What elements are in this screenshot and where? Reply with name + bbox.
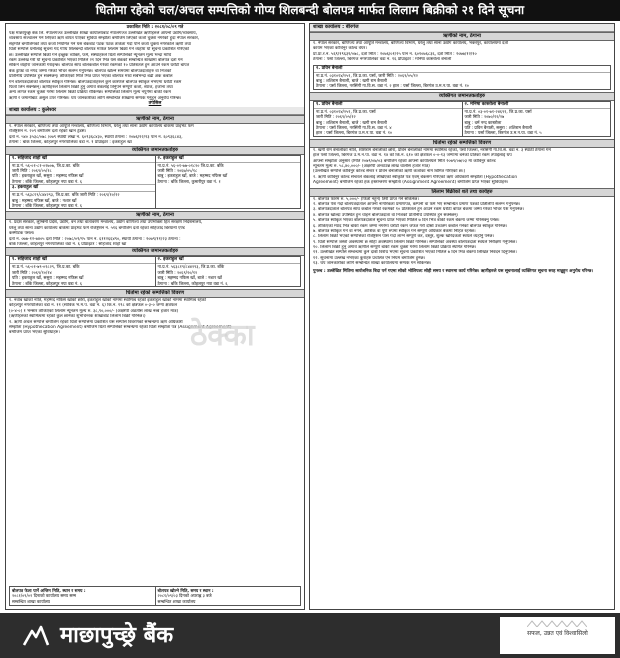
- borrower-details-right: [310, 41, 614, 63]
- terms-bar: लिलाम बिक्रीको शर्त तथा कार्यहरु: [310, 188, 614, 197]
- text-line: बाबु : महम्मद नफिस खाँ, बाजे : नशार खाँ: [12, 197, 77, 203]
- text-line: कस्मेटिक पसल।: [9, 231, 35, 237]
- text-line: रजिष्ट्रेशन नं. २०९ बमोजिम दर्ता रहेको खान ट्रेडर्स।: [9, 129, 87, 135]
- borrower-details-2: [6, 220, 304, 247]
- text-line: छ। उल्लेखित सम्पत्ति बिक्री गर्न इच्छुक व्यक्ति, फर्म, संस्थाहरुले धितो सम्पत्तिको न्यूनतम मूल्य भन्दा माथि: [9, 52, 172, 58]
- text-line: १. खगी राम बैनालीको नाति, शशिराम बैनालीको छोरा, प्रविन बैनालीको नाममा स्वामित्व रहेको, पर्सा जिल्ला, नरसिंगी गा.वि.स. वडा नं. ३ स्थाठी ठेगाना गर्न: [313, 147, 551, 153]
- borrower-bar-1: ऋणीको नाम, ठेगाना: [6, 115, 304, 124]
- guarantor-lines: [463, 109, 611, 136]
- text-line: ८. लिलाम बिक्री भएको सम्पत्तिको रजिष्ट्रेशन पास गर्दा लाग्ने सम्पूर्ण कर, दस्तुर, शुल्क खरिदकर्ता स्वयंले व्यहोर्नु पर्नेछ।: [313, 234, 494, 240]
- branch-heading-left: शाखा कार्यालय : कुलेश्वर: [6, 107, 304, 115]
- text-line: १२. सूचनामा उल्लेख नभएका कुराहरु प्रचलित ऐन नियम बमोजिम हुनेछ।: [313, 255, 426, 261]
- bid-deadline-label: बोलपत्र फेला पार्ने अन्तिम मिति, स्थान र समय :: [12, 587, 86, 593]
- text-line: ना.प्र.नं. ५६-०१-८१-०२७०७, जि.प्र.का. बाँके: [12, 162, 80, 168]
- bid-opening-place: सम्बन्धित शाखा कार्यालय: [157, 598, 196, 604]
- guarantor-grid-right: [313, 101, 611, 137]
- text-line: ठेगाना : पर्सा जिल्ला, बिरगंज उ.म.न.पा. वडा नं. ५: [464, 130, 542, 136]
- text-line: ठेगाना : बाँके जिल्ला, कोहलपुर नपा वडा नं. ६: [157, 280, 228, 286]
- bid-deadline-place: सम्बन्धित शाखा कार्यालय: [12, 598, 50, 604]
- text-line: फिर्ता लिन सक्नेछन्। ऋणीहरुले लिलाम बिक्री हुनु अगावै बैंकलाई तिर्नुपर्ने सम्पूर्ण कर्जा, ब्याज, हर्जाना तथा: [9, 84, 173, 90]
- bid-opening-date: २०८१/०९/०३ दिनको अपराह्न ३ बजे: [157, 593, 212, 599]
- guarantor-lines: [156, 163, 301, 185]
- branch-heading-right: शाखा कार्यालय : बीरगंज: [310, 24, 614, 32]
- text-line: दर्ता नं. ०७७-१२-७४०५ दर्ता मिति : २०७८/०९/१५ पान नं. ६११२६६४९०, स्थायी ठेगाना : २०७९/११/२३ ठेगाना :: [9, 236, 181, 242]
- guarantor-card: [10, 257, 155, 286]
- guarantor-grid-2: [9, 256, 301, 287]
- guarantor-name: ३. इकराहुल खाँ: [10, 184, 155, 192]
- text-line: पति : प्रविन बैनाली, ससुरा : शशिराम बैनाली: [464, 125, 532, 130]
- text-line: ना.प्र.नं. ०३१०१४/२५१, जि.प्र.का. पर्सा, जारी मिति : २०६९/०५/१२: [316, 72, 418, 78]
- text-line: सहमति बमोजिमको तथा कर्जा नियमित गर्न यस बैंकबाट पटक पटक ताकेता गर्दा पनि कर्जा चुक्ता नगरेकोले ऋणी तथा: [9, 41, 191, 47]
- text-line: कोहलपुर नगरपालिका वडा नं. ११ (साविक भ.म.प. वडा नं. ६) कि.नं. १९८ को क्षेत्रफल ०-३-० जग्गा क्षेत्रफल: [9, 303, 178, 309]
- asset-bar-right: धितोमा रहेको सम्पत्तिको विवरण: [310, 139, 614, 148]
- text-line: जारी मिति : २०६७/०५/१८: [157, 168, 198, 174]
- guarantor-name: १. सहिजाद शाहो खाँ: [10, 257, 155, 264]
- text-line: ५. बोलपत्र स्वीकृत भएका बोलपत्रदाताले सूचना प्राप्त भएको मितिले ७ दिन भित्र बाँकी रकम बैंकमा जम्मा गरिसक्नु पर्नेछ।: [313, 218, 500, 224]
- right-column: [309, 23, 615, 610]
- text-line: बाँके जिल्ला, कोहलपुर नगरपालिका वडा नं. ६ प्रोप्राइटर : सहिजाद शाहो खाँ: [9, 242, 127, 248]
- text-line: ठेगाना : बाँके जिल्ला, कोहलपुर नपा वडा नं. ६: [12, 203, 83, 209]
- borrower-details-1: [6, 124, 304, 146]
- text-line: ४. बोलपत्र खोल्दा उपस्थित हुन चाहने बोलपत्रदाता वा निजको प्रतिनिधि उपस्थित हुन सक्नेछन्।: [313, 212, 459, 218]
- guarantor-card: [155, 257, 301, 286]
- text-line: जारी मिति : २०७०/१२/२७: [464, 114, 505, 120]
- text-line: ठेगाना : बाँके जिल्ला, कोहलपुर नगरपालिका वडा नं. १ प्रोप्राइटर : इकराहुल खाँ: [9, 140, 132, 146]
- bid-deadline-date: २०८१/०९/०२ दिनाको कार्यालय समय सम्म: [12, 593, 77, 599]
- text-line: ना.प्र.नं. ०३-०१-७१-२४६९१, जि.प्र.का. पर्सा: [464, 108, 532, 114]
- text-line: आफ्नो सम्झौता अनुसार (मिति २०७९/०७/०३ बमोजिम रहेको आफ्नो कार्यालयले मिति २०७९/०७/०३ मा कोविनुर कोल्ड: [313, 158, 496, 164]
- text-line: जारी मिति : २०६९/१०/१४: [12, 269, 52, 275]
- text-line: हाल पर्सा जिल्ला, बिरगंज उ.म.न.पा. वडा नं. १४ को कि.नं. ६१० को क्षेत्रफल ०-०-१३ जग्गामा बनेको प्रतिको रकम तपाईलाई थप: [313, 153, 512, 159]
- bid-deadline-cell: [10, 587, 155, 605]
- asset-bar-left: धितोमा रहेको सम्पत्तिको विवरण: [6, 289, 304, 298]
- bank-tagline: सफल, उन्नत एवं विश्वासिलो: [527, 630, 588, 637]
- watermark-text: ठेक्का: [190, 318, 255, 353]
- text-line: प्रतिनिधि उपस्थित हुन सक्नेछन्। तोकिएको मिति भित्र प्राप्त भएका बोलपत्र मध्ये सबैभन्दा बढी अंक कबोल: [9, 74, 173, 80]
- text-line: ७. बोलपत्र स्वीकृत गर्ने वा नगर्ने, आंशिक वा पूर्ण रुपमा स्वीकृत गर्ने सम्पूर्ण अधिकार बैंकमा निहित रहनेछ।: [313, 228, 476, 234]
- publish-date: प्रकाशित मिति : २०८१/०८/०९ गते: [126, 25, 184, 30]
- text-line: ठेगाना : पर्सा जिल्ला, नरसिंगी गा.वि.स. वडा नं. ४: [316, 125, 392, 130]
- text-line: ना.प्र.नं. ५६३८१९/८४४२९३, जि.प्र.का. बाँके जारी मिति : २०६९/१०/१२: [12, 192, 120, 198]
- text-line: १. बोलपत्र फारम रु. ५,०००/- (फिर्ता नहुने) तिरी प्राप्त गर्न सकिनेछ।: [313, 196, 419, 202]
- text-line: ३. बोलपत्रदाताले बोलपत्र साथ कबोल गरेको रकमको १० प्रतिशतले हुन आउने रकम धरौटी बापत बैंकमा जम्मा गरेको भौचर पेश गर्नुपर्नेछ।: [313, 207, 525, 213]
- guarantor-lines: [10, 192, 155, 208]
- chevron-pattern-icon: [527, 619, 587, 627]
- text-line: पति : इकराहुल खाँ, ससुरा : महम्मद नफिस खाँ: [12, 173, 84, 179]
- text-line: ११. उल्लेखित सम्पत्ति सम्बन्धमा कुनै दाबी विरोध भएमा सूचना प्रकाशित भएको मितिले ७ दिन भित्र बैंकमा लिखित निवेदन दिनुपर्नेछ।: [313, 250, 517, 256]
- text-line: जारी मिति : २०६९/१०/१२: [157, 269, 198, 275]
- borrower-box-2: [313, 65, 611, 90]
- text-line: २. ऋणी अचल सम्पत्ति बमोजिम रहेको धितो सम्पत्तिमा प्रकाशित यस सम्पत्ति विवरणको सम्बन्धमा ऋण अधिकारी: [9, 319, 183, 325]
- text-line: १३. थप जानकारीका लागि सम्बन्धित शाखा कार्यालयमा सम्पर्क गर्न सकिनेछ।: [313, 261, 432, 267]
- text-line: ठेगाना : बाँके जिल्ला, कुमारीपुर वडा नं. १: [157, 178, 221, 184]
- text-line: ना.प्र.नं. ५६३८१९/८४४२९३, जि.प्र.का. बाँके: [157, 264, 225, 270]
- text-line: जारी मिति : २०६९/०५/१८: [12, 168, 52, 174]
- text-line: सम्झौता (Hypothecation Agreement) बमोजिम धितो सम्पत्तिको सम्बन्धमा रहेको धितो सम्झौता पत्र (Assignment Agreement): [9, 325, 232, 331]
- bid-dates-table: [9, 586, 301, 606]
- guarantor-bar-right: व्यक्तिगत जमानतकर्ताहरु: [310, 92, 614, 101]
- notice-title: धितोमा रहेको चल/अचल सम्पत्तिको गोप्य शिलबन्दी बोलपत्र मार्फत लिलाम बिक्रीको २१ दिने सूचना: [0, 0, 620, 21]
- guarantor-name: २. मनिषा कास्तोला बैनाली: [463, 102, 611, 109]
- text-line: न्यूनतम मूल्य रु. ५८,४०,०००/- (अक्षरेपी अन्ठाउन्न लाख चालीस हजार मात्र): [313, 163, 430, 169]
- text-line: ना.प्र.नं. ५६-०१-७९-०१८२९, जि.प्र.का. बाँके: [12, 264, 80, 270]
- asset-details-left: [6, 298, 304, 336]
- text-line: ऋणी र जमानीबाट असुल उपर गरिनेछ। थप जानकारीका लागि सम्बन्धित शाखामा सम्पर्क गर्नुहुन अनुरोध गरिन्छ।: [9, 95, 182, 101]
- guarantor-name: १. सहिजाद शाहो खाँ: [10, 156, 155, 163]
- text-line: १. नवाब खाँको नाति, महम्मद नफिस खाँको छोरा, इकराहुल खाँको नाममा स्वामित्व रहेको इकराहुल खाँको नाममा स्वामित्व रहेको: [9, 298, 206, 304]
- text-line: बाबु : महम्मद नफिस खाँ, बाजे : नशार खाँ: [157, 275, 222, 281]
- borrower-bar-2: ऋणीको नाम, ठेगाना: [6, 211, 304, 220]
- text-line: Agreement) बमोजिम रहेको हक हस्तान्तरण सम्झौता (Assignment Agreement) बमोजिम प्राप्त भएका सुविधाहरु।: [313, 180, 509, 186]
- text-line: ना.प्र.नं. ५६-०१-७७-०१८२० जि.प्र.का. बाँके: [157, 162, 224, 168]
- text-line: बैंक ड्राफ्ट वा नगद जम्मा गरेको भौचर संलग्न गर्नुपर्नेछ। बोलपत्र खोल्ने समयमा बोलपत्रदाताहरु वा निजको: [9, 68, 172, 74]
- text-line: बाबु : धर्म नन्द कास्तोला: [464, 119, 502, 125]
- text-line: घरेलु तथा साना उद्योग कार्यालय बाँकेमा प्राइभेट फर्म रजिष्ट्रेशन नं. ५१६ बमोजिम दर्ता रहेको सहिजाद बिरयानी एण्ड: [9, 225, 185, 231]
- text-line: २. बोलपत्र पेश गर्दा बोलपत्रदाताले आफ्नो नागरिकता प्रमाणपत्र, कम्पनी वा फर्म भए सम्बन्धित प्रमाण पत्रको प्रतिलिपि संलग्न गर्नुपर्नेछ।: [313, 201, 521, 207]
- guarantor-lines: [10, 264, 155, 286]
- text-line: ना.प्र.नं. ०३१०१४/२५१, जि.प्र.का. पर्सा: [316, 108, 376, 114]
- text-line: ठेगाना : बाँके जिल्ला, कोहलपुर नपा वडा नं. ६: [12, 280, 83, 286]
- text-line: पक्ष माछापुच्छ्रे बैंक लि. नेपालगञ्ज उल्लेखित शाखा कार्यालयबाट नेपालगञ्ज उल्लेखित ऋणीहरुले आफ्नो उद्योग/व्यवसाय,: [9, 31, 197, 36]
- text-line: ९. धितो सम्पत्ति जस्तो अवस्थामा छ सोही अवस्थामा लिलाम बिक्री गरिनेछ। सम्पत्तिको अवस्था बोलपत्रदाता स्वयंले निरीक्षण गर्नुपर्नेछ।: [313, 239, 517, 245]
- postscript-note: पुनश्च : उल्लेखित मितिमा सार्वजनिक बिदा पर्न गएमा सोको भोलिपल्ट सोही समय र स्थानमा कार्य गरिनेछ। ऋणीहरुले यस सूचनालाई व्यक्तिगत सूचना सरह मान्नुहुन अनुरोध गरिन्छ।: [313, 268, 594, 274]
- guarantor-name: २. इकराहुल खाँ: [156, 156, 301, 163]
- guarantor-lines: [314, 109, 462, 136]
- text-line: व्यवसाय सञ्चालन गर्न लिएको ऋण बापत पाएका सुविधा सम्झौता बमोजिम लिएको कर्जा चुक्ता नगरेको हुँदा नेपाल सरकार,: [9, 36, 200, 42]
- text-line: ठेगाना : बाँके जिल्ला, कोहलपुर नपा वडा नं. ६: [12, 178, 83, 184]
- guarantor-card: [10, 156, 155, 209]
- borrower-2-lines: [314, 73, 610, 89]
- guarantor-grid-1: [9, 155, 301, 210]
- text-line: बाबु : शशिराम बैनाली, बाजे : खगी राम बैनाली: [316, 77, 387, 83]
- text-line: १. नेपाल सरकार, बाणिज्य तथा आपूर्ति मन्त्रालय, बाणिज्य विभाग, घरेलु तथा साना उद्योग कार्यालय बाँकेमा प्राइभेट फर्म: [9, 124, 194, 130]
- text-line: पति : इकराहुल खाँ, ससुरा : महम्मद नफिस खाँ: [12, 275, 84, 281]
- schedule-heading: तपसिल: [148, 101, 162, 107]
- text-line: अन्य लागत रकम चुक्ता गरेमा लिलाम बिक्री प्रक्रिया रोकिनेछ। सम्पत्तिको लिलाम मूल्य नपुगेमा बाँकी रकम: [9, 90, 171, 96]
- text-line: हाल : पर्सा जिल्ला, बिरगंज उ.म.न.पा. वडा नं. १०: [316, 130, 393, 136]
- text-line: (०-४-०) १ भन्सार तोकिएको लिलाम न्यूनतम मूल्य रु. ३८,९०,०००/- (अक्षरेपी अठतीस लाख नब्बे हजार मात्र): [9, 308, 179, 314]
- text-line: ठेगाना : पर्सा जिल्ला, बिरगंज नगरपालिका वडा नं. १६ प्रोप्राइटर : मनिषा कास्तोला बैनाली: [313, 57, 452, 63]
- text-line: रकम उल्लेख गरी यो सूचना प्रकाशित भएको मितिले २१ दिन भित्र यस बैंकको सम्बन्धित शाखामा बोलपत्र दर्ता गर्न: [9, 57, 183, 63]
- text-line: ठेगाना : पर्सा जिल्ला, नरसिंगी गा.वि.स. वडा नं. २ हाल : पर्सा जिल्ला, बिरगंज उ.म.न.पा. वडा नं. १०: [316, 83, 469, 89]
- footer-band: [0, 613, 620, 658]
- text-line: प्रो.प्रा.र.नं. ५६९/१९६३१/०७८, दर्ता मिति : २०७६/०१/२५ पान नं. ६०१०७६८३६, दर्ता मिति : २०७७/१२/१०: [313, 51, 477, 57]
- asset-details-right: [310, 148, 614, 186]
- text-line: (उल्लेखित सम्पत्ति कोविनुर कोल्ड सेन्टर र प्रविन बैनालीको ऋणी कर्जाका नाम बिमित गरिएको छ।): [313, 169, 466, 175]
- text-line: दर्ता नं. ५४० ३५३८/०७८ /०७९ स्थायी लेखा नं. ६०९३६८४३०, स्थायी ठेगाना : २०७६/१२/१३ पान नं. ६०९३६८४३,: [9, 134, 183, 140]
- guarantor-lines: [156, 264, 301, 286]
- borrower-2-name: २. प्रविन बैनाली: [314, 66, 610, 73]
- text-line: बाबु : शशिराम बैनाली, बाजे : खगी राम बैनाली: [316, 119, 387, 125]
- guarantor-name: १. प्रविन बैनाली: [314, 102, 462, 109]
- text-line: १. प्रदेश सरकार, लुम्बिनी प्रदेश, उद्योग, वन तथा वातावरण मन्त्रालय, उद्योग वाणिज्य तथा उपभोक्ता हित संरक्षण निर्देशनालय,: [9, 220, 203, 226]
- text-line: (ऋणीहरुको स्वामित्वमा रहेको कुल छानेका शुभचिन्तक शाखाबाट लिलाम बिक्री गरिनेछ।): [9, 314, 146, 320]
- guarantor-card: [462, 102, 611, 136]
- bank-name: माछापुच्छ्रे बैंक: [60, 623, 174, 648]
- text-line: १०. लिलाम बिक्री हुनु अगावै ऋणीले सम्पूर्ण बाँकी रकम चुक्ता गरेमा लिलाम बिक्री प्रक्रिया स्थगित गरिनेछ।: [313, 245, 477, 251]
- terms-list: [310, 197, 614, 267]
- text-line: बमोजिम प्राप्त भएका सुविधाहरु।: [9, 330, 60, 336]
- borrower-bar-right: ऋणीको नाम, ठेगाना: [310, 32, 614, 41]
- bid-opening-cell: [155, 587, 301, 605]
- guarantor-bar-2: व्यक्तिगत जमानतकर्ताहरु: [6, 247, 304, 256]
- text-line: बाबु : इकराहुल खाँ, बाजे : महम्मद नफिस खाँ: [157, 173, 228, 179]
- text-line: धितो सम्पत्ति धनीलाई सूचना गर्दै गोप्य शिलबन्दी बोलपत्र मार्फत लिलाम बिक्री गर्ने व्यहोरा यो सूचना प्रकाशित गरिएको: [9, 47, 190, 53]
- guarantor-card: [155, 156, 301, 209]
- guarantor-bar-1: व्यक्तिगत जमानतकर्ताहरु: [6, 146, 304, 155]
- text-line: सकिने व्यहोरा जानकारी गराइन्छ। बोलपत्र साथ बोलकबोल गरेको रकमको १० प्रतिशतले हुन आउने रकम धरौटी बापत: [9, 63, 190, 69]
- text-line: जारी मिति : २०६९/०५/१२: [316, 114, 356, 120]
- left-column: [5, 23, 305, 610]
- intro-paragraph: [6, 31, 304, 101]
- text-line: १. नेपाल सरकार, बाणिज्य तथा आपूर्ति मन्त्रालय, बाणिज्य विभाग, घरेलु तथा साना उद्योग कार्यालय, भक्तपुर, कार्यालयमा दर्ता: [313, 41, 509, 46]
- text-line: २. ऋणी कोविनुर कोल्ड सेन्टरले बैंकलाई लेखिएको स्वीकृति पत्र एवम् बैंकसँग गरिएको ऋण अधिकारी सम्झौता (Hypothecation: [313, 174, 518, 180]
- guarantor-lines: [10, 163, 155, 185]
- guarantor-card: [314, 102, 462, 136]
- text-line: गर्ने बोलपत्रदाताको बोलपत्र स्वीकृत गरिनेछ। बोलपत्रदाताहरुले कुनै कारणले बोलपत्र स्वीकृत नभएमा धरौटी रकम: [9, 79, 182, 85]
- text-line: ६. तोकिएको म्याद भित्र बाँकी रकम जम्मा नगरेमा धरौटी रकम जफत गरी दोस्रो उच्चतम कबोल गर्नेको बोलपत्र स्वीकृत गरिनेछ।: [313, 223, 508, 229]
- text-line: कायम भएको कोविनुर कोल्ड वेयर।: [313, 46, 367, 52]
- mountain-logo-icon: [22, 621, 50, 649]
- guarantor-name: २. इकराहुल खाँ: [156, 257, 301, 264]
- bid-opening-label: बोलपत्र खोल्ने मिति, समय र स्थान :: [157, 587, 214, 593]
